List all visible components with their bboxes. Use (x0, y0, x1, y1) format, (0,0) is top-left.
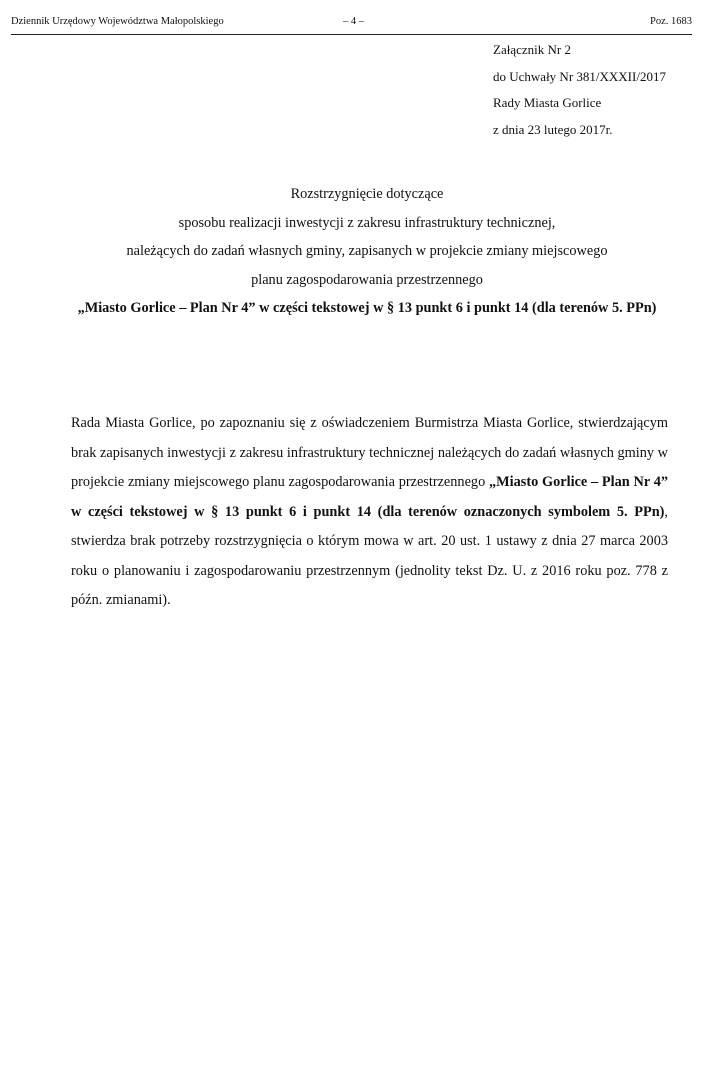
decision-line-2: sposobu realizacji inwestycji z zakresu infrastruktury technicznej, (178, 214, 556, 231)
position-number: Poz. 1683 (650, 16, 692, 27)
body-text-part-2: , stwierdza brak potrzeby rozstrzygnięcia o którym mowa w art. 20 ust. 1 ustawy z dnia 27 marca 2003 roku o planowaniu i zagospodarowaniu przestrzennym (jednolity tekst Dz. U. z 2016 roku poz. 778 z późn. zmianami). (71, 503, 668, 608)
body-plan-name: „Miasto Gorlice – Plan Nr 4” w części tekstowej w § 13 punkt 6 i punkt 14 (dla terenów oznaczonych symbolem 5. PPn) (71, 474, 668, 520)
decision-line-1: Rozstrzygnięcie dotyczące (290, 186, 444, 202)
decision-line-4: planu zagospodarowania przestrzennego (251, 271, 483, 288)
journal-title: Dziennik Urzędowy Województwa Małopolskiego (11, 16, 224, 27)
body-text-part-1: Rada Miasta Gorlice, po zapoznaniu się z oświadczeniem Burmistrza Miasta Gorlice, stwierdzającym brak zapisanych inwestycji z zakresu infrastruktury technicznej należących do zadań własnych gminy w projekcie zmiany miejscowego planu zagospodarowania przestrzennego (71, 415, 668, 490)
resolution-date: z dnia 23 lutego 2017r. (493, 121, 613, 137)
council-name: Rady Miasta Gorlice (493, 95, 602, 110)
page-header (11, 14, 692, 35)
plan-name: „Miasto Gorlice – Plan Nr 4” w części tekstowej w § 13 punkt 6 i punkt 14 (dla terenów 5. PPn) (77, 300, 657, 316)
attachment-reference (493, 37, 666, 143)
attachment-number: Załącznik Nr 2 (493, 42, 571, 57)
decision-title (64, 180, 670, 323)
decision-body (71, 409, 668, 616)
decision-line-3: należących do zadań własnych gminy, zapisanych w projekcie zmiany miejscowego (126, 243, 608, 259)
page-number: – 4 – (343, 16, 364, 27)
resolution-number: do Uchwały Nr 381/XXXII/2017 (493, 68, 666, 84)
